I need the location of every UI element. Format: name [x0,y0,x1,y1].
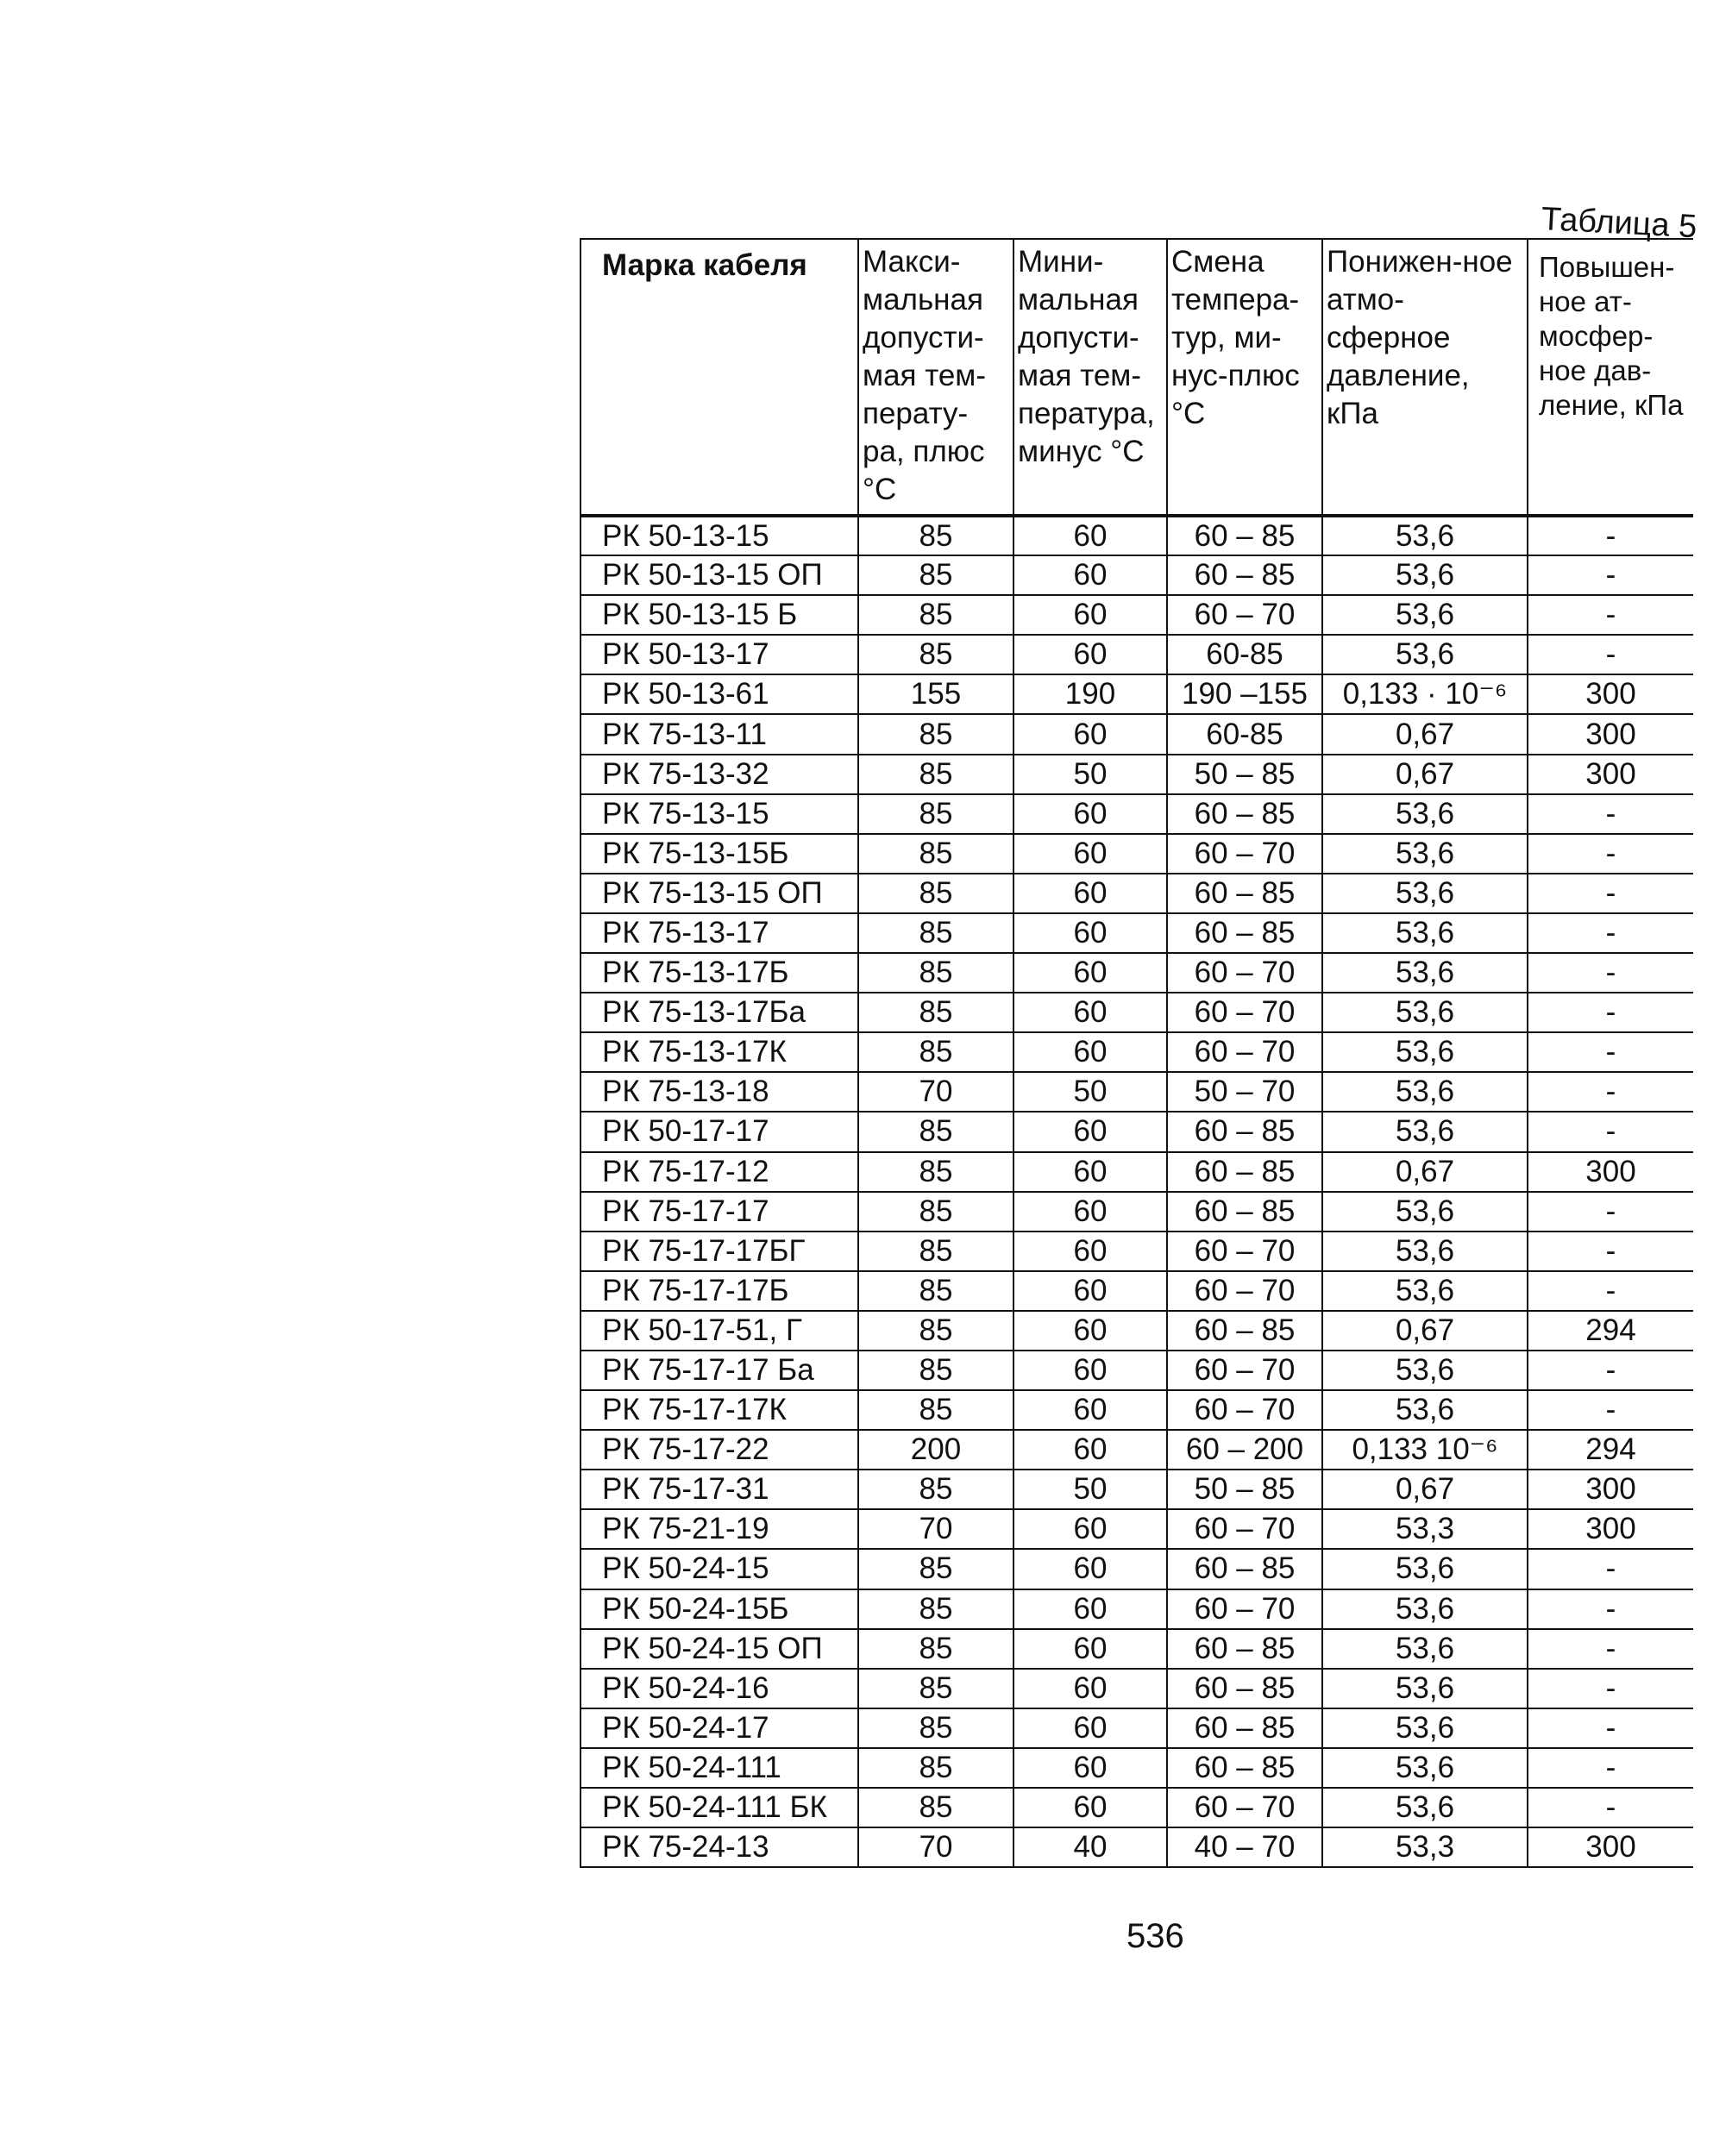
cell-high-pressure: 300 [1528,1152,1693,1192]
table-row [580,1470,1693,1509]
cell-brand: РК 75-13-18 [580,1072,858,1112]
cell-low-pressure: 53,6 [1322,794,1528,834]
cell-low-pressure: 0,67 [1322,1470,1528,1509]
cell-low-pressure: 53,6 [1322,1232,1528,1271]
cell-low-pressure: 0,133 · 10⁻⁶ [1322,674,1528,714]
cell-max-temp: 85 [858,1112,1013,1151]
cell-min-temp: 60 [1013,1669,1167,1708]
table-row [580,555,1693,595]
cell-min-temp: 60 [1013,1629,1167,1669]
cell-temp-change: 60 – 70 [1167,953,1322,993]
cell-high-pressure: - [1528,834,1693,874]
cell-min-temp: 40 [1013,1827,1167,1867]
cell-min-temp: 60 [1013,1549,1167,1589]
cell-high-pressure: 300 [1528,755,1693,794]
cell-high-pressure: 300 [1528,1827,1693,1867]
cell-temp-change: 40 – 70 [1167,1827,1322,1867]
cell-high-pressure: - [1528,953,1693,993]
cell-brand: РК 50-24-16 [580,1669,858,1708]
cell-brand: РК 75-13-17Ба [580,993,858,1032]
cell-temp-change: 60 – 85 [1167,1112,1322,1151]
table-row [580,1549,1693,1589]
cell-low-pressure: 0,67 [1322,714,1528,754]
page-number: 536 [1126,1917,1184,1955]
cell-min-temp: 60 [1013,1271,1167,1311]
cell-temp-change: 60 – 70 [1167,1390,1322,1430]
cell-brand: РК 75-17-17К [580,1390,858,1430]
cell-low-pressure: 0,67 [1322,755,1528,794]
table-row [580,1032,1693,1072]
table-row [580,516,1693,555]
table-row [580,674,1693,714]
cell-low-pressure: 53,6 [1322,1112,1528,1151]
cell-low-pressure: 53,3 [1322,1509,1528,1549]
cell-high-pressure: - [1528,1232,1693,1271]
cell-brand: РК 75-13-17Б [580,953,858,993]
column-header-low-pressure: Понижен-ное атмо-сферное давление, кПа [1322,239,1528,516]
table-row [580,794,1693,834]
cell-min-temp: 60 [1013,1192,1167,1232]
cell-low-pressure: 0,67 [1322,1311,1528,1351]
cell-high-pressure: 300 [1528,714,1693,754]
cell-high-pressure: 300 [1528,674,1693,714]
cell-max-temp: 85 [858,1032,1013,1072]
cell-brand: РК 75-13-11 [580,714,858,754]
cell-max-temp: 85 [858,1549,1013,1589]
cell-low-pressure: 0,67 [1322,1152,1528,1192]
cell-max-temp: 85 [858,1232,1013,1271]
cell-high-pressure: - [1528,1112,1693,1151]
cell-min-temp: 50 [1013,1072,1167,1112]
cell-high-pressure: - [1528,1192,1693,1232]
cell-min-temp: 60 [1013,1152,1167,1192]
cell-temp-change: 60-85 [1167,714,1322,754]
cell-low-pressure: 53,6 [1322,913,1528,953]
cell-low-pressure: 0,133 10⁻⁶ [1322,1430,1528,1470]
cell-low-pressure: 53,6 [1322,595,1528,635]
cell-min-temp: 60 [1013,913,1167,953]
column-header-high-pressure: Повышен-ное ат-мосфер-ное дав-ление, кПа [1528,239,1693,516]
cell-high-pressure: - [1528,1390,1693,1430]
cell-min-temp: 60 [1013,1311,1167,1351]
cell-max-temp: 85 [858,755,1013,794]
cell-temp-change: 60 – 70 [1167,1788,1322,1827]
cell-min-temp: 60 [1013,1708,1167,1748]
table-row [580,1629,1693,1669]
table-row [580,714,1693,754]
cell-max-temp: 85 [858,595,1013,635]
cell-low-pressure: 53,6 [1322,1708,1528,1748]
cell-max-temp: 85 [858,1669,1013,1708]
cell-min-temp: 60 [1013,1589,1167,1629]
cell-max-temp: 85 [858,993,1013,1032]
cell-high-pressure: 294 [1528,1311,1693,1351]
cell-low-pressure: 53,6 [1322,635,1528,674]
table-row [580,635,1693,674]
table-row [580,755,1693,794]
cell-low-pressure: 53,6 [1322,1351,1528,1390]
cell-high-pressure: - [1528,1271,1693,1311]
cell-brand: РК 50-13-61 [580,674,858,714]
cell-max-temp: 85 [858,1351,1013,1390]
cell-brand: РК 75-17-17БГ [580,1232,858,1271]
cell-min-temp: 60 [1013,595,1167,635]
cell-temp-change: 50 – 85 [1167,1470,1322,1509]
cable-specs-table [580,238,1693,1868]
cell-brand: РК 75-17-17Б [580,1271,858,1311]
cell-high-pressure: - [1528,794,1693,834]
table-row [580,834,1693,874]
table-row [580,1827,1693,1867]
cell-brand: РК 50-17-51, Г [580,1311,858,1351]
cell-max-temp: 85 [858,1629,1013,1669]
cell-high-pressure: 300 [1528,1470,1693,1509]
cell-temp-change: 190 –155 [1167,674,1322,714]
cell-temp-change: 60 – 70 [1167,1589,1322,1629]
cell-max-temp: 70 [858,1072,1013,1112]
cell-high-pressure: - [1528,595,1693,635]
cell-max-temp: 85 [858,1788,1013,1827]
table-row [580,1589,1693,1629]
cell-brand: РК 50-13-15 ОП [580,555,858,595]
cell-max-temp: 200 [858,1430,1013,1470]
cell-temp-change: 60 – 200 [1167,1430,1322,1470]
cell-max-temp: 85 [858,794,1013,834]
cell-low-pressure: 53,6 [1322,1192,1528,1232]
cell-high-pressure: - [1528,1072,1693,1112]
cell-max-temp: 85 [858,635,1013,674]
cell-high-pressure: - [1528,1748,1693,1788]
cell-brand: РК 50-24-15Б [580,1589,858,1629]
cell-temp-change: 60-85 [1167,635,1322,674]
cell-high-pressure: - [1528,1629,1693,1669]
cell-min-temp: 60 [1013,635,1167,674]
cell-brand: РК 50-13-15 Б [580,595,858,635]
cell-low-pressure: 53,6 [1322,555,1528,595]
cell-high-pressure: - [1528,1032,1693,1072]
table-row [580,1748,1693,1788]
cell-low-pressure: 53,6 [1322,1072,1528,1112]
cell-max-temp: 85 [858,1470,1013,1509]
table-row [580,1509,1693,1549]
cell-low-pressure: 53,6 [1322,1629,1528,1669]
cell-max-temp: 85 [858,1271,1013,1311]
cell-low-pressure: 53,6 [1322,834,1528,874]
cell-brand: РК 75-13-15Б [580,834,858,874]
cell-max-temp: 85 [858,555,1013,595]
table-row [580,1708,1693,1748]
cell-temp-change: 60 – 70 [1167,993,1322,1032]
cell-max-temp: 85 [858,516,1013,555]
cell-max-temp: 85 [858,1311,1013,1351]
cell-brand: РК 75-17-12 [580,1152,858,1192]
cell-max-temp: 70 [858,1827,1013,1867]
cell-high-pressure: - [1528,1549,1693,1589]
table-row [580,1669,1693,1708]
table-row [580,1072,1693,1112]
cell-brand: РК 75-13-32 [580,755,858,794]
cell-high-pressure: - [1528,516,1693,555]
cell-max-temp: 85 [858,1748,1013,1788]
cell-temp-change: 60 – 85 [1167,555,1322,595]
table-row [580,1152,1693,1192]
cell-min-temp: 60 [1013,794,1167,834]
cell-max-temp: 85 [858,714,1013,754]
cell-brand: РК 75-17-31 [580,1470,858,1509]
table-row [580,1311,1693,1351]
table-row [580,993,1693,1032]
cell-temp-change: 60 – 85 [1167,1708,1322,1748]
table-row [580,1192,1693,1232]
cell-high-pressure: - [1528,1708,1693,1748]
table-row [580,874,1693,913]
cell-temp-change: 60 – 85 [1167,913,1322,953]
table-header-row [580,239,1693,516]
cell-min-temp: 60 [1013,1112,1167,1151]
cell-max-temp: 85 [858,1152,1013,1192]
cell-brand: РК 75-17-22 [580,1430,858,1470]
cell-low-pressure: 53,6 [1322,516,1528,555]
cell-temp-change: 60 – 70 [1167,1232,1322,1271]
table-row [580,1788,1693,1827]
cell-temp-change: 60 – 85 [1167,1152,1322,1192]
cell-temp-change: 60 – 70 [1167,1351,1322,1390]
cell-high-pressure: - [1528,1589,1693,1629]
column-header-min-temp: Мини-мальная допусти-мая тем-пература, минус °С [1013,239,1167,516]
cell-min-temp: 60 [1013,1032,1167,1072]
table-row [580,1232,1693,1271]
cell-temp-change: 60 – 85 [1167,794,1322,834]
cell-brand: РК 50-24-17 [580,1708,858,1748]
cell-temp-change: 60 – 85 [1167,1669,1322,1708]
cell-max-temp: 70 [858,1509,1013,1549]
cell-temp-change: 60 – 85 [1167,1549,1322,1589]
cell-max-temp: 85 [858,913,1013,953]
cell-temp-change: 60 – 70 [1167,834,1322,874]
cell-low-pressure: 53,6 [1322,953,1528,993]
cell-min-temp: 50 [1013,755,1167,794]
cell-high-pressure: - [1528,993,1693,1032]
cell-max-temp: 85 [858,834,1013,874]
cell-brand: РК 75-21-19 [580,1509,858,1549]
table-caption: Таблица 5 [1540,200,1698,246]
cell-high-pressure: 294 [1528,1430,1693,1470]
cell-min-temp: 60 [1013,1232,1167,1271]
table-row [580,913,1693,953]
cell-min-temp: 60 [1013,1509,1167,1549]
cell-max-temp: 155 [858,674,1013,714]
cell-brand: РК 50-17-17 [580,1112,858,1151]
cell-temp-change: 60 – 70 [1167,1271,1322,1311]
cell-low-pressure: 53,6 [1322,993,1528,1032]
cell-brand: РК 50-24-111 [580,1748,858,1788]
cell-min-temp: 60 [1013,1351,1167,1390]
cell-brand: РК 75-13-15 ОП [580,874,858,913]
cell-high-pressure: - [1528,874,1693,913]
cell-brand: РК 50-24-15 ОП [580,1629,858,1669]
cell-min-temp: 60 [1013,1390,1167,1430]
cell-min-temp: 60 [1013,516,1167,555]
cell-max-temp: 85 [858,953,1013,993]
cell-min-temp: 60 [1013,1748,1167,1788]
cell-temp-change: 60 – 85 [1167,1629,1322,1669]
table-row [580,1430,1693,1470]
cell-min-temp: 50 [1013,1470,1167,1509]
cell-low-pressure: 53,6 [1322,1669,1528,1708]
cell-brand: РК 75-13-17К [580,1032,858,1072]
cell-temp-change: 60 – 70 [1167,595,1322,635]
cell-temp-change: 60 – 85 [1167,1748,1322,1788]
table-row [580,1351,1693,1390]
cell-temp-change: 50 – 70 [1167,1072,1322,1112]
cell-high-pressure: - [1528,913,1693,953]
cell-min-temp: 60 [1013,1430,1167,1470]
table-row [580,1112,1693,1151]
cell-brand: РК 50-24-15 [580,1549,858,1589]
cell-low-pressure: 53,6 [1322,1271,1528,1311]
column-header-temp-change: Смена темпера-тур, ми-нус-плюс °С [1167,239,1322,516]
cell-low-pressure: 53,6 [1322,1032,1528,1072]
cell-max-temp: 85 [858,1390,1013,1430]
cell-temp-change: 60 – 85 [1167,874,1322,913]
cell-low-pressure: 53,6 [1322,1788,1528,1827]
cell-min-temp: 60 [1013,834,1167,874]
cell-low-pressure: 53,6 [1322,874,1528,913]
cell-min-temp: 60 [1013,555,1167,595]
cell-low-pressure: 53,3 [1322,1827,1528,1867]
cell-min-temp: 60 [1013,874,1167,913]
cell-brand: РК 75-13-17 [580,913,858,953]
table-row [580,595,1693,635]
table-body [580,516,1693,1867]
cell-high-pressure: - [1528,1669,1693,1708]
cell-high-pressure: 300 [1528,1509,1693,1549]
table-row [580,1271,1693,1311]
cell-high-pressure: - [1528,1788,1693,1827]
cell-max-temp: 85 [858,1708,1013,1748]
cell-brand: РК 50-13-15 [580,516,858,555]
table-row [580,1390,1693,1430]
cell-high-pressure: - [1528,1351,1693,1390]
cell-max-temp: 85 [858,874,1013,913]
cell-high-pressure: - [1528,635,1693,674]
cell-min-temp: 60 [1013,993,1167,1032]
cell-temp-change: 60 – 70 [1167,1032,1322,1072]
cell-temp-change: 60 – 85 [1167,516,1322,555]
cell-min-temp: 190 [1013,674,1167,714]
cell-low-pressure: 53,6 [1322,1390,1528,1430]
cell-max-temp: 85 [858,1589,1013,1629]
cell-brand: РК 75-24-13 [580,1827,858,1867]
cell-low-pressure: 53,6 [1322,1748,1528,1788]
cell-low-pressure: 53,6 [1322,1589,1528,1629]
cell-high-pressure: - [1528,555,1693,595]
cell-temp-change: 60 – 85 [1167,1311,1322,1351]
column-header-brand: Марка кабеля [580,239,858,516]
table-row [580,953,1693,993]
cell-min-temp: 60 [1013,953,1167,993]
cell-temp-change: 60 – 85 [1167,1192,1322,1232]
cell-low-pressure: 53,6 [1322,1549,1528,1589]
cell-max-temp: 85 [858,1192,1013,1232]
cell-temp-change: 50 – 85 [1167,755,1322,794]
column-header-max-temp: Макси-мальная допусти-мая тем-перату-ра, плюс °С [858,239,1013,516]
cell-brand: РК 50-13-17 [580,635,858,674]
cell-brand: РК 50-24-111 БК [580,1788,858,1827]
cell-brand: РК 75-17-17 Ба [580,1351,858,1390]
cell-min-temp: 60 [1013,1788,1167,1827]
cell-min-temp: 60 [1013,714,1167,754]
cell-temp-change: 60 – 70 [1167,1509,1322,1549]
cell-brand: РК 75-13-15 [580,794,858,834]
cell-brand: РК 75-17-17 [580,1192,858,1232]
